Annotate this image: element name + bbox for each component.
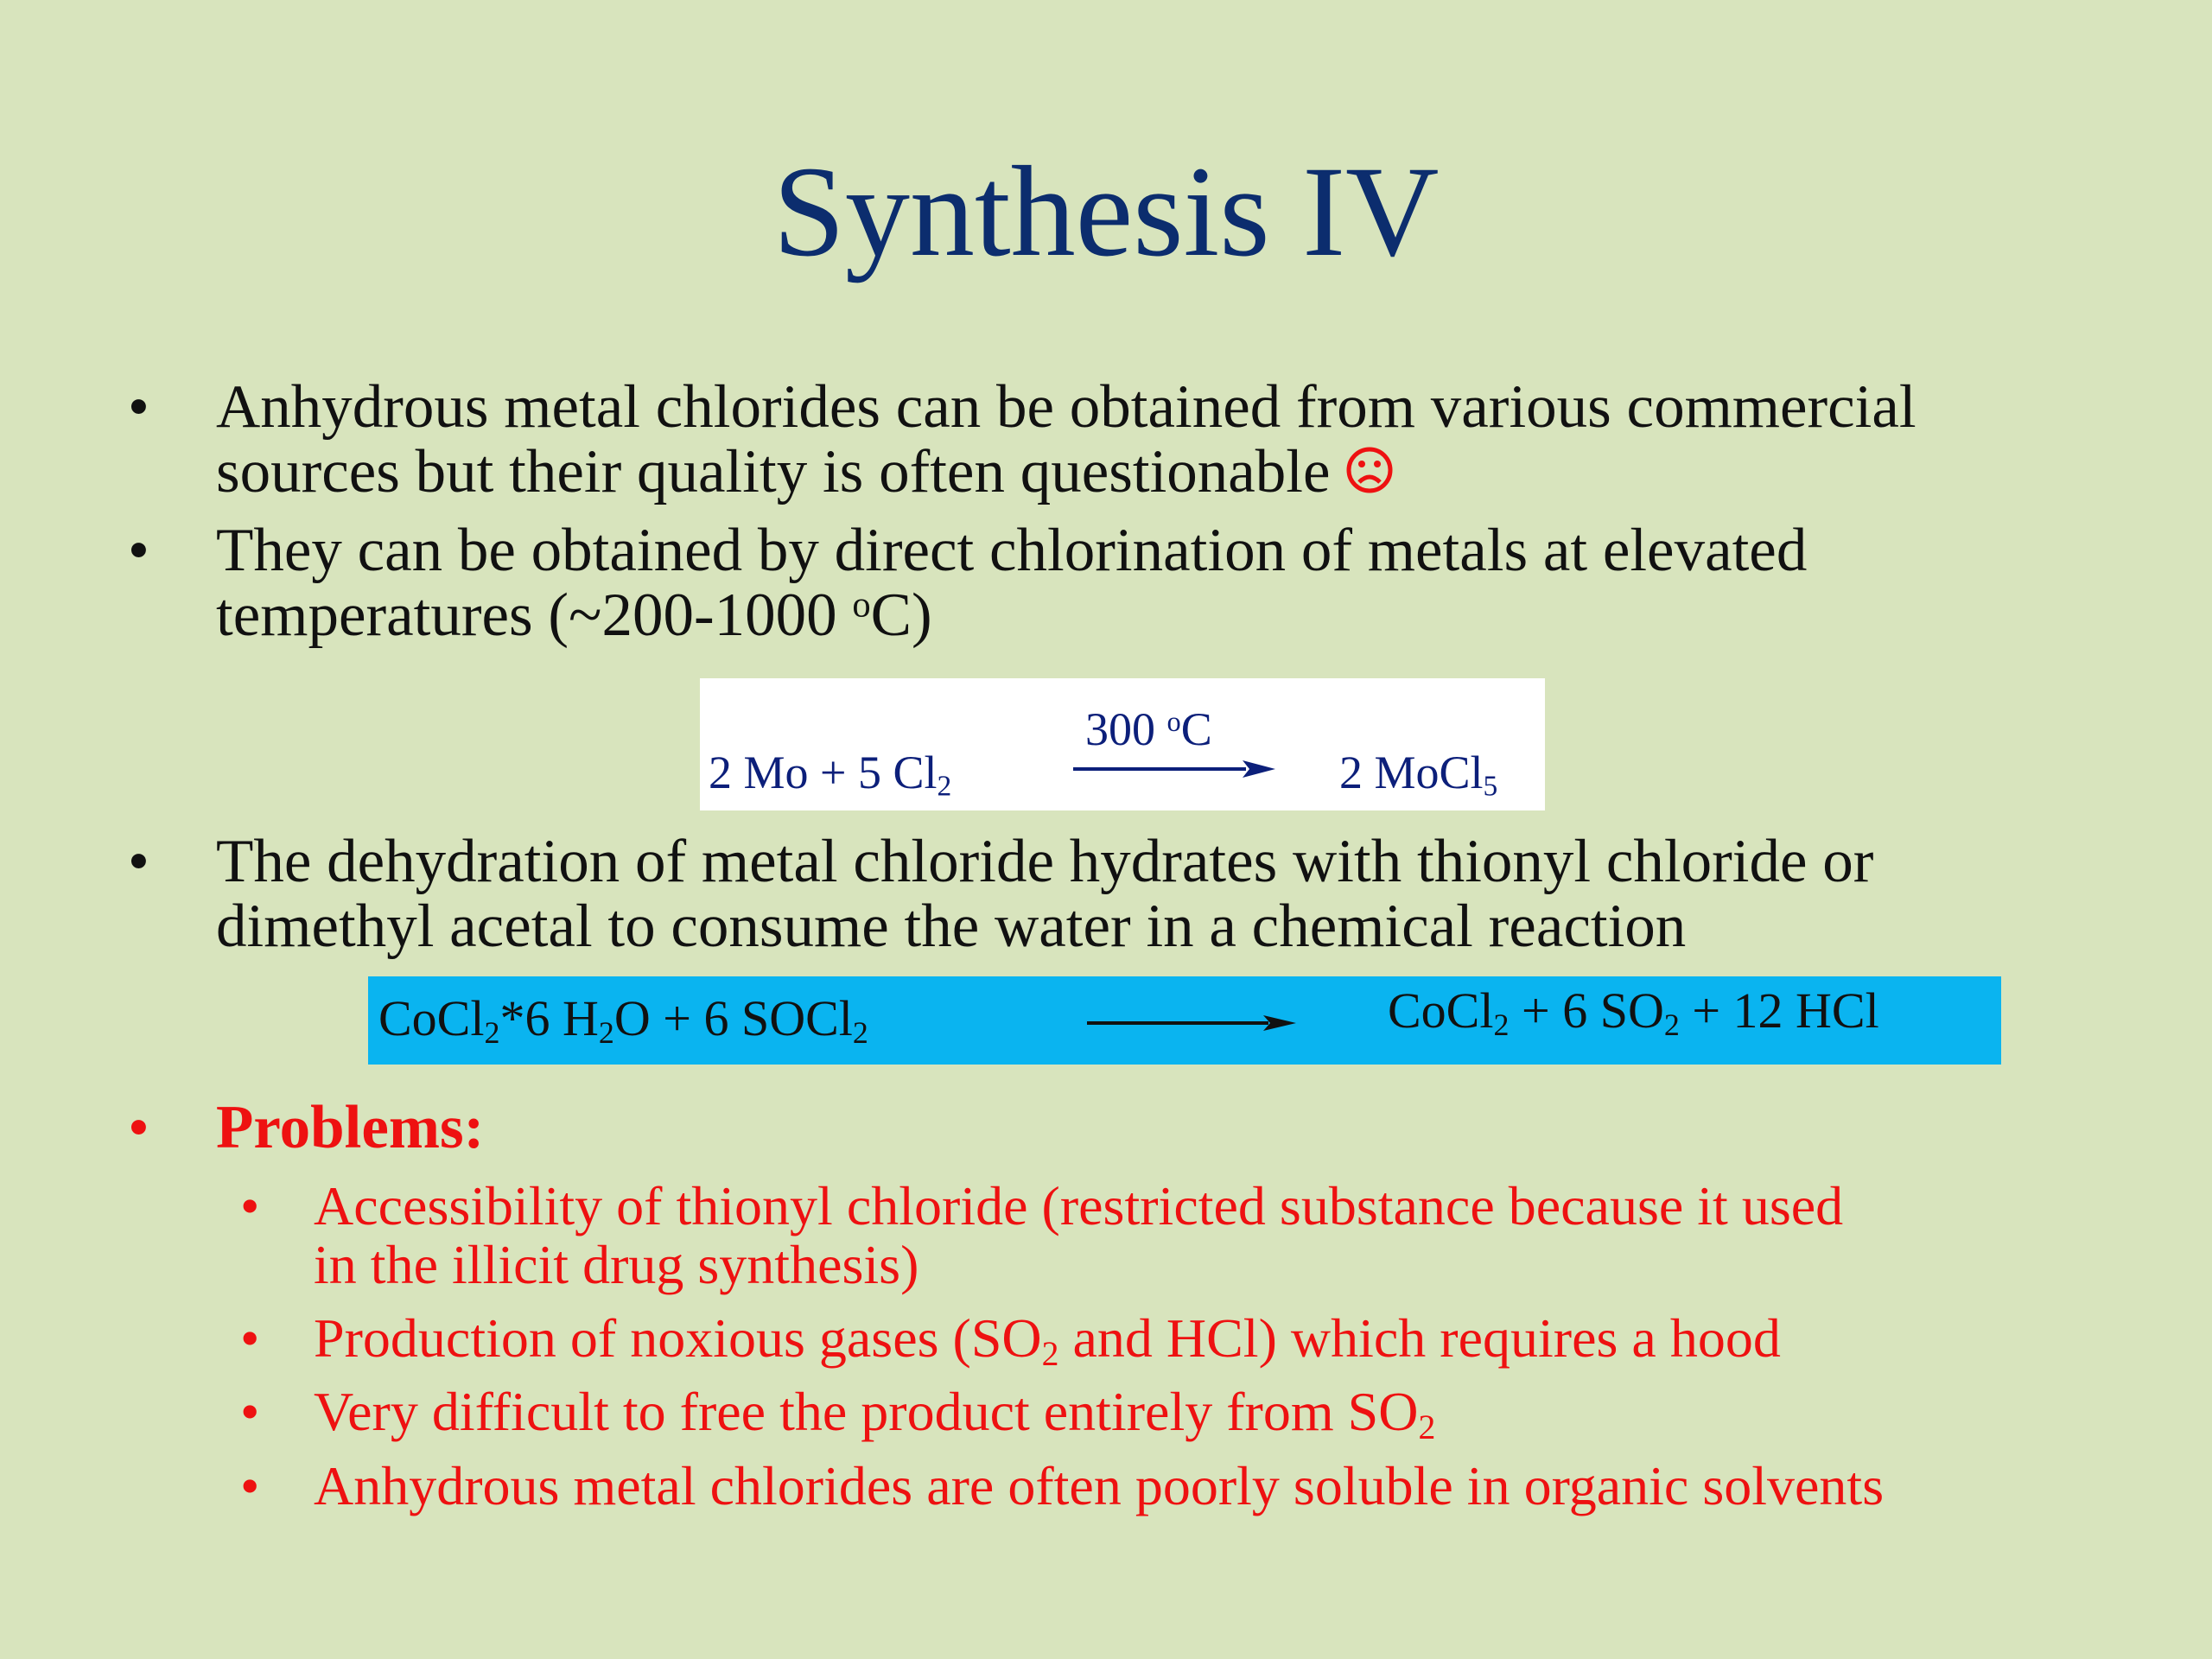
slide-title: Synthesis IV [772, 140, 1440, 283]
reaction-reactants: CoCl$_2$*6 $H_2O + 6$ SOCl$_2$ [378, 990, 868, 1050]
bullet-dot: • [128, 1094, 149, 1161]
bullet-commercial-sources [128, 375, 1916, 505]
bullet-text: Anhydrous metal chlorides can be obtained from various commercial sources but their quality is often questionable [216, 373, 1916, 505]
bullet-direct-chlorination [128, 518, 1807, 648]
problem-item: • Accessibility of thionyl chloride (restricted substance because it used in the illicit drug synthesis) [240, 1175, 1844, 1295]
reaction-product: 2 MoCl$_5$ [1339, 747, 1498, 803]
problem-item: • Anhydrous metal chlorides are often poorly soluble in organic solvents [240, 1455, 1885, 1516]
reaction-products: CoCl$_2$ + 6 $SO_2 + 12$ HCl [1388, 982, 1879, 1042]
bullet-dot: • [240, 1307, 260, 1369]
reaction-arrow-icon [1073, 759, 1277, 779]
problem-item: • Production of noxious gases ($SO_2$ and HCl) which requires a hood [240, 1307, 1781, 1373]
bullet-dot: • [240, 1455, 260, 1516]
bullet-dot: • [240, 1175, 260, 1236]
reaction-thionyl-dehydration [368, 976, 2001, 1065]
bullet-dehydration [128, 830, 1873, 959]
bullet-dot: • [128, 517, 149, 584]
problem-item: • Very difficult to free the product entirely from $SO_2$ [240, 1381, 1436, 1446]
frown-face-icon [1344, 445, 1395, 495]
bullet-text: The dehydration of metal chloride hydrates with thionyl chloride or dimethyl acetal to consume the water in a chemical reaction [216, 828, 1874, 960]
bullet-dot: • [128, 373, 149, 441]
bullet-dot: • [240, 1381, 260, 1442]
bullet-text: They can be obtained by direct chlorination of metals at elevated temperatures (~200-1000 $^o$C) [216, 517, 1808, 649]
bullet-dot: • [128, 828, 149, 895]
reaction-chlorination-mo [700, 678, 1545, 810]
reaction-arrow-icon [1087, 1013, 1298, 1033]
reaction-reactants: 2 Mo + 5 $Cl_2$ [709, 747, 952, 803]
problems-heading: • Problems: [128, 1094, 485, 1161]
reaction-condition: 300 $^o$C [1085, 703, 1212, 755]
